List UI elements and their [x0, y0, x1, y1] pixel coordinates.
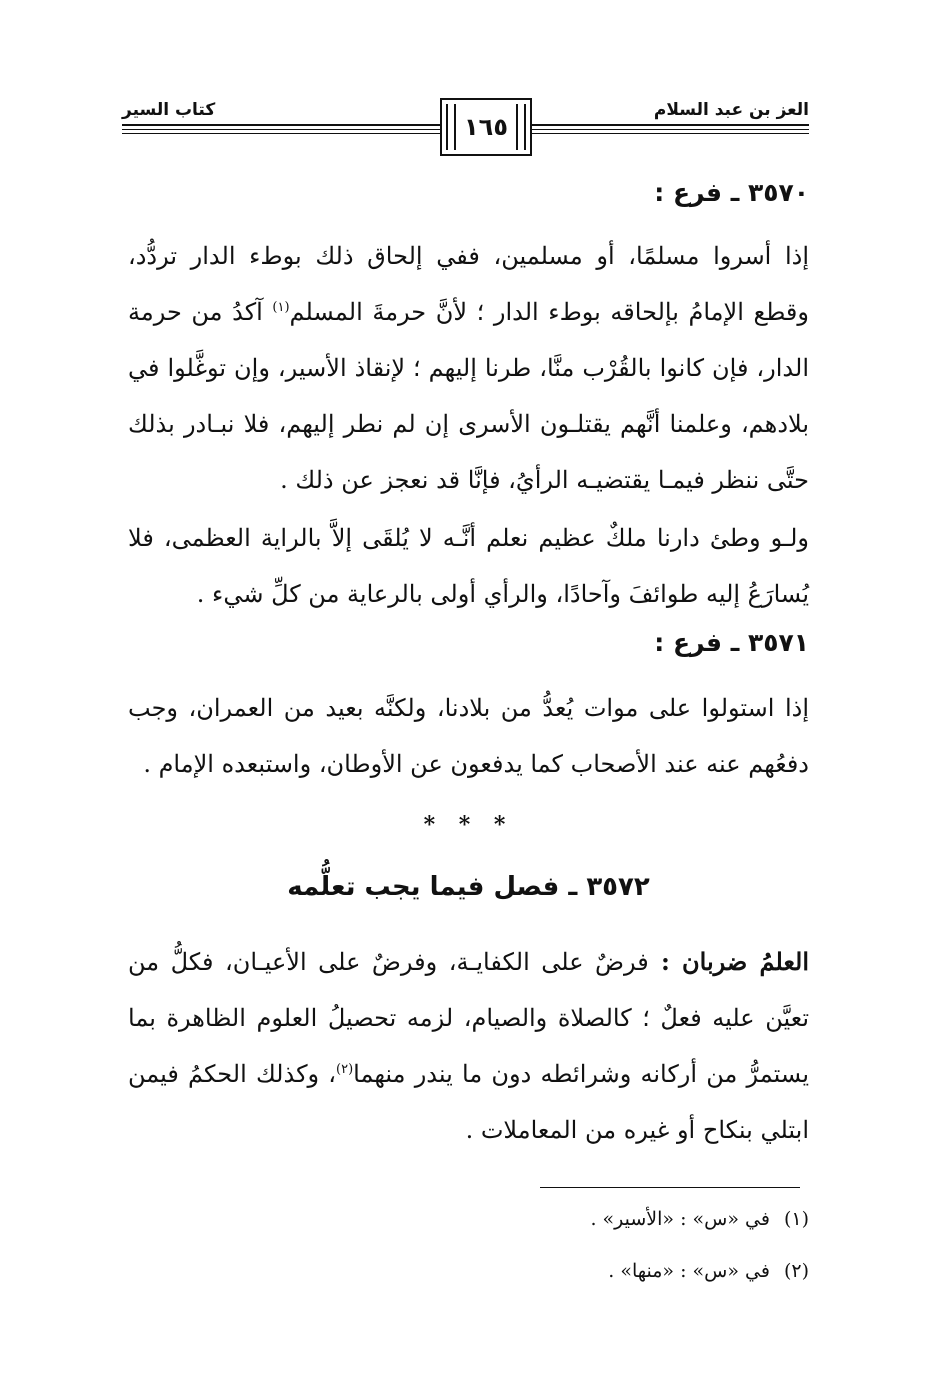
paragraph-invasion: ولـو وطئ دارنا ملكٌ عظيم نعلم أنَّـه لا يُلقَى إلاَّ بالراية العظمى، فلا يُسارَعُ إليه طوائفَ وآحادًا، والرأي أولى بالرعاية من كلِّ شيء .: [128, 524, 809, 608]
section-heading-3571: ٣٥٧١ ـ فرع :: [654, 628, 809, 657]
paragraph-text: آكدُ من حرمة الدار، فإن كانوا بالقُرْب منَّا، طرنا إليهم ؛ لإنقاذ الأسير، وإن توغَّلوا في بلادهم، وعلمنا أنَّهم يقتلـون الأسرى إن لم نطر إليهم، فلا نبـادر بذلك حتَّى ننظر فيمـا يقتضيـه الرأيُ، فإنَّا قد نعجز عن ذلك .: [128, 298, 809, 494]
footnote-text: في «س» : «منها» .: [608, 1260, 770, 1282]
section-divider-stars: * * *: [423, 812, 514, 838]
footnote-ref: (١): [272, 300, 290, 315]
footnote-1: [590, 1208, 809, 1230]
paragraph-text: فرضٌ على الكفايـة، وفرضٌ على الأعيـان، فكلُّ من تعيَّن عليه فعلٌ ؛ كالصلاة والصيام، لزمه تحصيلُ العلوم الظاهرة بما يستمرُّ من أركانه وشرائطه دون ما يندر منهما: [128, 948, 809, 1088]
footnote-2: [608, 1260, 809, 1282]
section-heading-3570: ٣٥٧٠ ـ فرع :: [654, 178, 809, 207]
header-book-title: كتاب السير: [122, 100, 216, 120]
paragraph-lead: العلمُ ضربان :: [648, 947, 809, 976]
paragraph-3571: إذا استولوا على موات يُعدُّ من بلادنا، ولكنَّه بعيد من العمران، وجب دفعُهم عنه عند الأصحاب كما يدفعون عن الأوطان، واستبعده الإمام .: [128, 694, 809, 778]
footnote-number: (١): [783, 1208, 809, 1230]
paragraph-3572: [128, 934, 809, 1158]
paragraph-text: إذا أسروا مسلمًا، أو مسلمين، ففي إلحاق ذلك بوطء الدار تردُّد، وقطع الإمامُ بإلحاقه بوطء الدار ؛ لأنَّ حرمةَ المسلم: [128, 242, 809, 326]
footnote-separator: [540, 1187, 800, 1188]
footnote-text: في «س» : «الأسير» .: [590, 1208, 770, 1230]
paragraph-3570: [128, 228, 809, 508]
page-number-frame: [440, 98, 532, 156]
header-author: العز بن عبد السلام: [653, 100, 809, 120]
page-number: ١٦٥: [464, 113, 508, 141]
chapter-heading-3572: ٣٥٧٢ ـ فصل فيما يجب تعلُّمه: [287, 872, 650, 902]
footnote-ref: (٢): [336, 1062, 354, 1077]
footnote-number: (٢): [783, 1260, 809, 1282]
paragraph-text: ، وكذلك الحكمُ فيمن ابتلي بنكاح أو غيره من المعاملات .: [128, 1060, 809, 1144]
